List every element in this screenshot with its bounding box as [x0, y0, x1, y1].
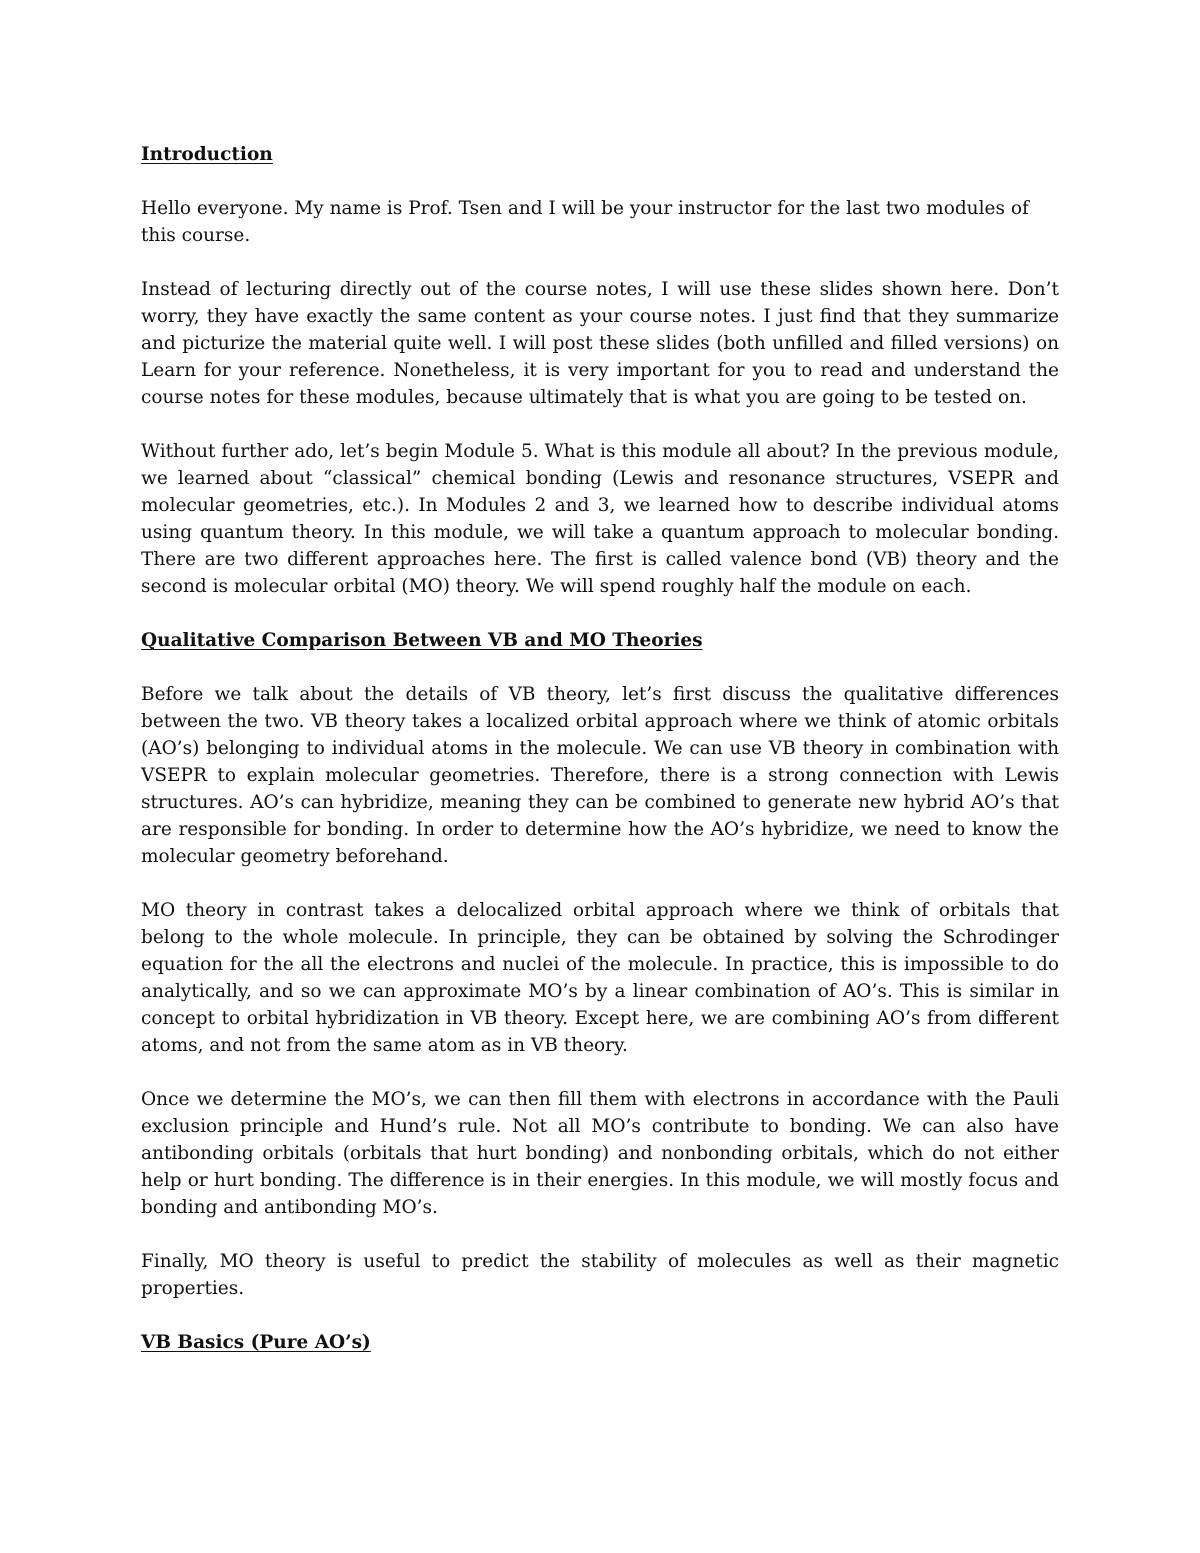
paragraph-mo-theory: MO theory in contrast takes a delocalized orbital approach where we think of orbitals that belong to the whole molecule. In principle, they can be obtained by solving the Schrodinger equation for the all the electrons and nuclei of the molecule. In practice, this is impossible to do analytically, and so we can approximate MO’s by a linear combination of AO’s. This is similar in concept to orbital hybridization in VB theory. Except here, we are combining AO’s from different atoms, and not from the same atom as in VB theory. — [141, 900, 1059, 1056]
paragraph-intro-greeting: Hello everyone. My name is Prof. Tsen and I will be your instructor for the last two modules of this course. — [141, 198, 1029, 246]
paragraph-mo-filling: Once we determine the MO’s, we can then fill them with electrons in accordance with the Pauli exclusion principle and Hund’s rule. Not all MO’s contribute to bonding. We can also have antibonding orbitals (orbitals that hurt bonding) and nonbonding orbitals, which do not either help or hurt bonding. The difference is in their energies. In this module, we will mostly focus and bonding and antibonding MO’s. — [141, 1089, 1059, 1218]
document-page — [141, 141, 1059, 1383]
paragraph-intro-slides: Instead of lecturing directly out of the course notes, I will use these slides shown here. Don’t worry, they have exactly the same content as your course notes. I just find that they summarize and picturize the material quite well. I will post these slides (both unfilled and filled versions) on Learn for your reference. Nonetheless, it is very important for you to read and understand the course notes for these modules, because ultimately that is what you are going to be tested on. — [141, 279, 1059, 408]
section-heading-vb-basics: VB Basics (Pure AO’s) — [141, 1332, 371, 1353]
section-heading-introduction: Introduction — [141, 144, 273, 165]
paragraph-vb-theory: Before we talk about the details of VB theory, let’s first discuss the qualitative differences between the two. VB theory takes a localized orbital approach where we think of atomic orbitals (AO’s) belonging to individual atoms in the molecule. We can use VB theory in combination with VSEPR to explain molecular geometries. Therefore, there is a strong connection with Lewis structures. AO’s can hybridize, meaning they can be combined to generate new hybrid AO’s that are responsible for bonding. In order to determine how the AO’s hybridize, we need to know the molecular geometry beforehand. — [141, 684, 1059, 867]
section-heading-comparison: Qualitative Comparison Between VB and MO Theories — [141, 630, 703, 651]
paragraph-mo-stability: Finally, MO theory is useful to predict the stability of molecules as well as their magnetic properties. — [141, 1251, 1059, 1299]
paragraph-intro-module5: Without further ado, let’s begin Module 5. What is this module all about? In the previous module, we learned about “classical” chemical bonding (Lewis and resonance structures, VSEPR and molecular geometries, etc.). In Modules 2 and 3, we learned how to describe individual atoms using quantum theory. In this module, we will take a quantum approach to molecular bonding. There are two different approaches here. The first is called valence bond (VB) theory and the second is molecular orbital (MO) theory. We will spend roughly half the module on each. — [141, 441, 1059, 597]
